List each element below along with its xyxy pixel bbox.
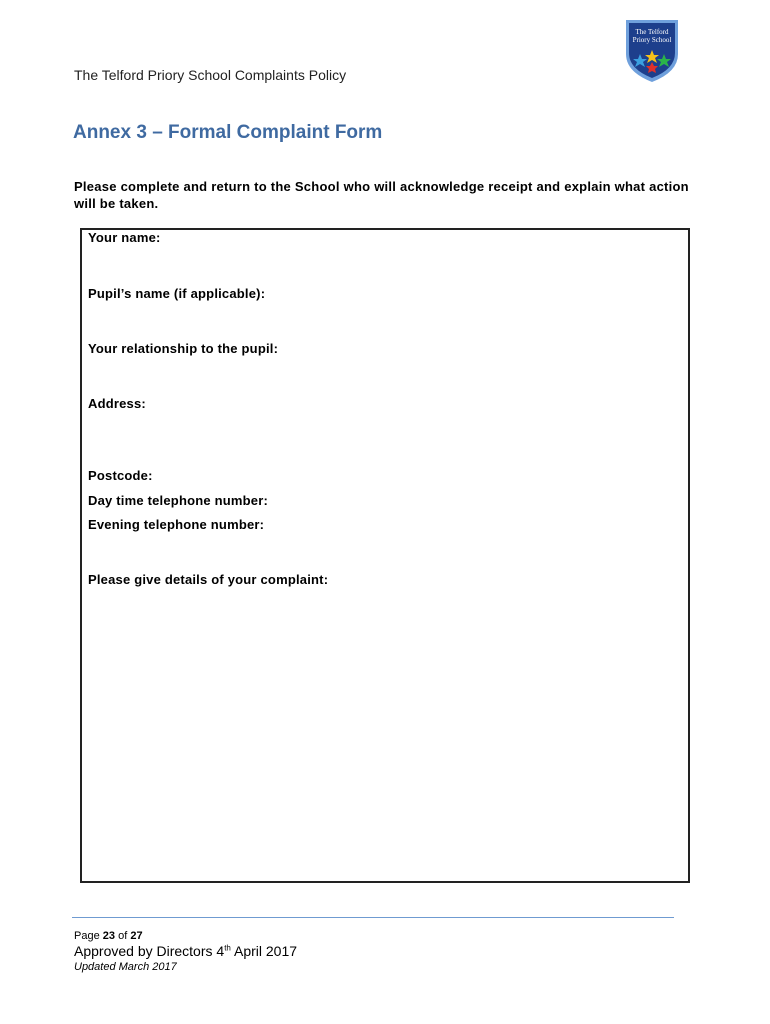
- relationship-label: Your relationship to the pupil:: [88, 341, 279, 356]
- annex-title: Annex 3 – Formal Complaint Form: [73, 122, 383, 143]
- complaint-details-label: Please give details of your complaint:: [88, 572, 329, 587]
- updated-line: Updated March 2017: [74, 961, 177, 973]
- approved-sup: th: [224, 943, 231, 953]
- page-of: of: [118, 930, 128, 942]
- header-title: The Telford Priory School Complaints Policy: [74, 67, 347, 83]
- pupil-name-label: Pupil’s name (if applicable):: [88, 286, 266, 301]
- page-label: Page: [74, 930, 100, 942]
- school-logo: [623, 16, 681, 84]
- address-label: Address:: [88, 396, 146, 411]
- logo-text-line1: The Telford: [635, 28, 669, 36]
- your-name-label: Your name:: [88, 230, 161, 245]
- page-total: 27: [130, 930, 143, 942]
- complaint-form-box: [80, 228, 690, 883]
- footer-divider: [72, 917, 674, 918]
- approved-prefix: Approved by Directors 4: [74, 943, 225, 959]
- intro-text: Please complete and return to the School who will acknowledge receipt and explain what action will be taken.: [74, 179, 689, 211]
- logo-text-line2: Priory School: [632, 36, 672, 44]
- approved-line: [74, 943, 297, 959]
- page-current: 23: [102, 930, 116, 942]
- evening-phone-label: Evening telephone number:: [88, 517, 265, 532]
- approved-suffix: April 2017: [230, 943, 298, 959]
- page-number: [74, 930, 143, 942]
- postcode-label: Postcode:: [88, 468, 153, 483]
- shield-icon: [623, 16, 681, 84]
- day-phone-label: Day time telephone number:: [88, 493, 269, 508]
